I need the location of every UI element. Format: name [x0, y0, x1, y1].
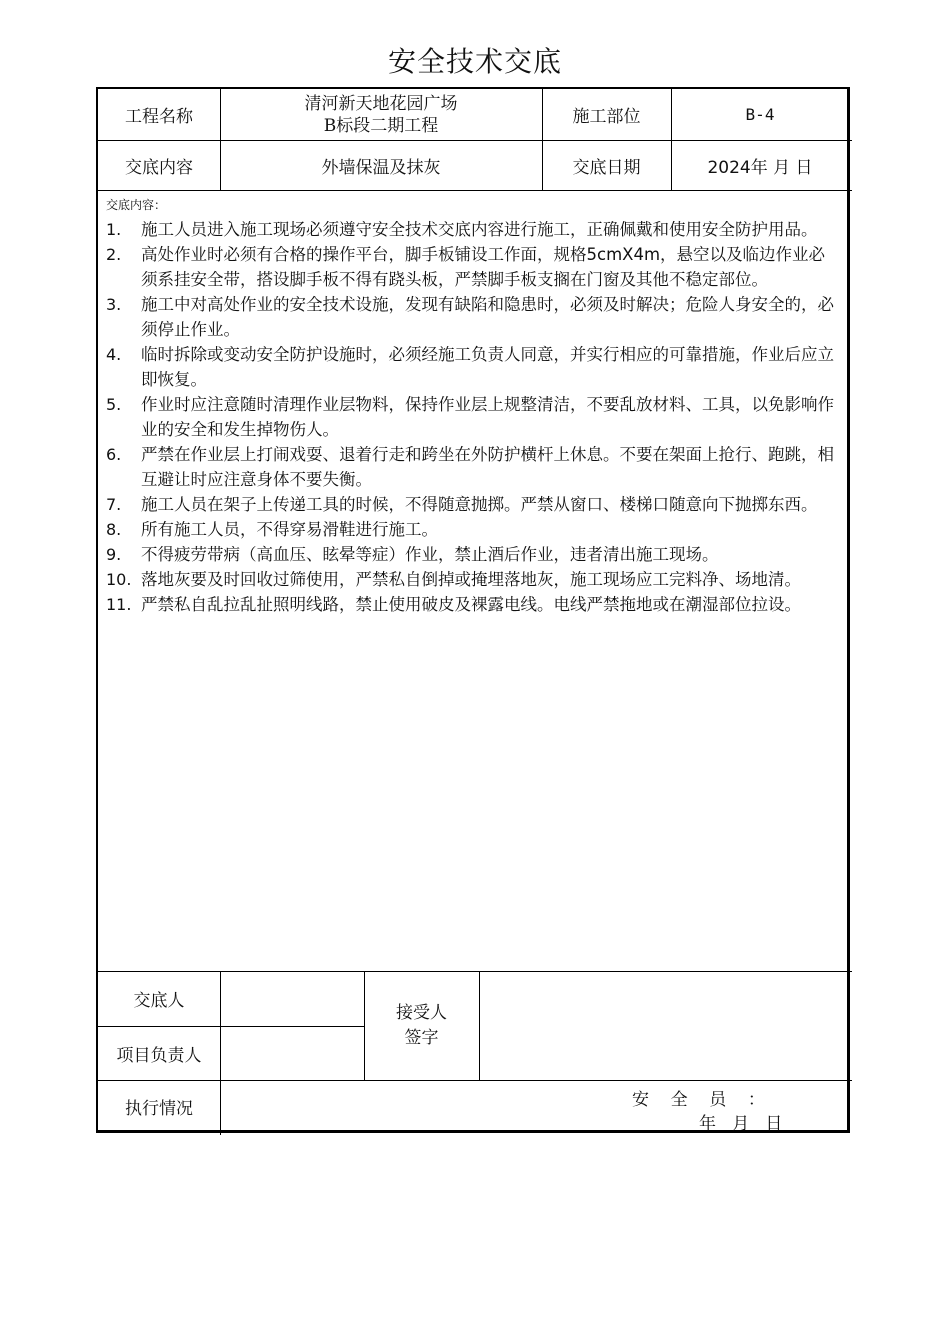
item-number: 11.: [106, 595, 132, 614]
project-name-value: [220, 89, 542, 140]
disclosure-item: [106, 392, 836, 442]
disclosure-item: [106, 292, 836, 342]
body-label: 交底内容：: [106, 198, 167, 212]
item-number: 2.: [106, 245, 122, 264]
project-name-label: 工程名称: [125, 107, 193, 127]
disclosure-item: [106, 442, 836, 492]
item-number: 9.: [106, 545, 122, 564]
project-name-line2: B标段二期工程: [323, 115, 439, 136]
item-text: 施工人员进入施工现场必须遵守安全技术交底内容进行施工，正确佩戴和使用安全防护用品。: [141, 220, 818, 239]
item-text: 临时拆除或变动安全防护设施时，必须经施工负责人同意，并实行相应的可靠措施，作业后应立即恢复。: [141, 345, 834, 389]
project-manager-label: 项目负责人: [116, 1045, 202, 1066]
receiver-label-line1: 接受人: [396, 1002, 447, 1023]
content-label: 交底内容: [125, 157, 193, 178]
item-text: 施工中对高处作业的安全技术设施，发现有缺陷和隐患时，必须及时解决；危险人身安全的，必须停止作业。: [141, 295, 834, 339]
item-text: 落地灰要及时回收过筛使用，严禁私自倒掉或掩埋落地灰，施工现场应工完料净、场地清。: [141, 570, 801, 589]
project-name-line1: 清河新天地花园广场: [304, 93, 458, 114]
disclosure-item: [106, 517, 836, 542]
item-text: 所有施工人员，不得穿易滑鞋进行施工。: [141, 520, 438, 539]
item-number: 4.: [106, 345, 122, 364]
item-number: 7.: [106, 495, 122, 514]
item-text: 作业时应注意随时清理作业层物料，保持作业层上规整清洁，不要乱放材料、工具，以免影响作业的安全和发生掉物伤人。: [141, 395, 834, 439]
date-label: 交底日期: [572, 157, 641, 178]
execution-label: 执行情况: [125, 1098, 193, 1119]
disclosure-item: [106, 342, 836, 392]
item-number: 1.: [106, 220, 122, 239]
section-value: B-4: [745, 105, 775, 124]
execution-date-line: 年 月 日: [699, 1114, 783, 1134]
item-number: 5.: [106, 395, 122, 414]
receiver-signature-field[interactable]: [479, 971, 849, 1080]
disclosure-form-table: [96, 87, 850, 1133]
project-manager-signature-field[interactable]: [220, 1026, 364, 1080]
item-text: 不得疲劳带病（高血压、眩晕等症）作业，禁止酒后作业，违者清出施工现场。: [141, 545, 719, 564]
receiver-label-line2: 签字: [404, 1027, 439, 1048]
row-divider: [98, 190, 852, 191]
safety-officer-label: 安 全 员 ：: [632, 1090, 765, 1110]
disclosure-item: [106, 592, 836, 617]
item-number: 10.: [106, 570, 132, 589]
item-text: 施工人员在架子上传递工具的时候，不得随意抛掷。严禁从窗口、楼梯口随意向下抛掷东西。: [141, 495, 818, 514]
section-label: 施工部位: [572, 107, 641, 127]
disclosure-item: [106, 217, 836, 242]
item-text: 高处作业时必须有合格的操作平台，脚手板铺设工作面，规格5cmX4m，悬空以及临边作业必须系挂安全带，搭设脚手板不得有跷头板，严禁脚手板支搁在门窗及其他不稳定部位。: [141, 245, 826, 289]
discloser-label: 交底人: [133, 991, 185, 1011]
discloser-signature-field[interactable]: [220, 971, 364, 1026]
date-value: 2024年 月 日: [707, 157, 813, 178]
item-number: 8.: [106, 520, 122, 539]
item-text: 严禁私自乱拉乱扯照明线路，禁止使用破皮及裸露电线。电线严禁拖地或在潮湿部位拉设。: [141, 595, 801, 614]
item-number: 6.: [106, 445, 122, 464]
receiver-label: [364, 971, 479, 1080]
disclosure-item: [106, 542, 836, 567]
document-title: 安全技术交底: [387, 45, 562, 78]
content-value: 外墙保温及抹灰: [321, 157, 441, 178]
item-text: 严禁在作业层上打闹戏耍、退着行走和跨坐在外防护横杆上休息。不要在架面上抢行、跑跳，相互避让时应注意身体不要失衡。: [141, 445, 834, 489]
item-number: 3.: [106, 295, 122, 314]
disclosure-item: [106, 492, 836, 517]
disclosure-item: [106, 567, 836, 592]
disclosure-item: [106, 242, 836, 292]
disclosure-items-list: [106, 217, 836, 617]
